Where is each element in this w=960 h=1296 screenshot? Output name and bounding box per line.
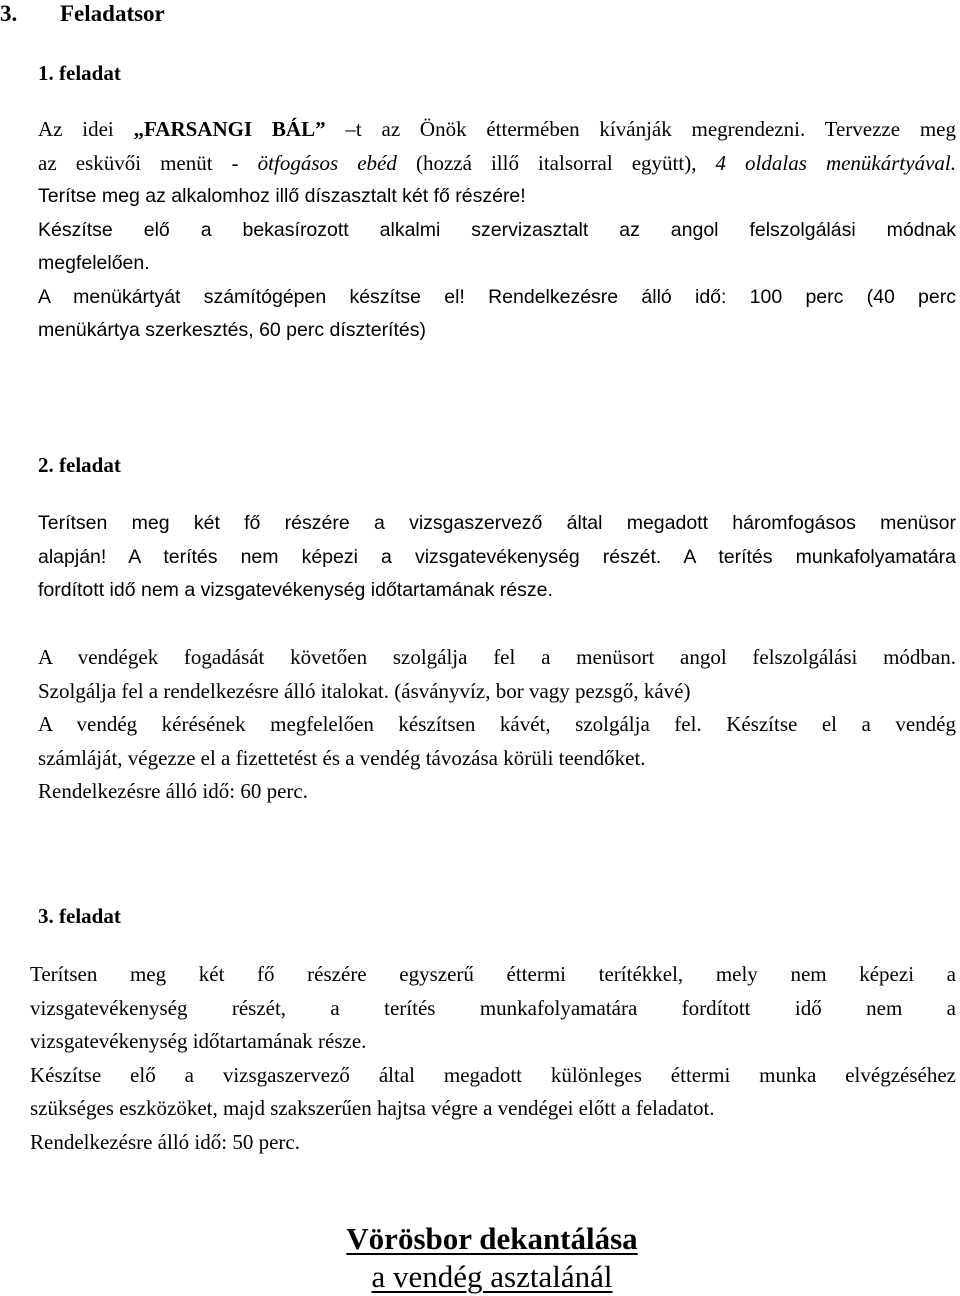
text-run: (hozzá illő italsorral együtt), <box>396 150 716 175</box>
text-run: A terítés munkafolyamatára <box>661 545 957 568</box>
task1-line: Készítse elő a bekasírozott alkalmi szervizasztalt az angol felszolgálási módnak <box>38 218 956 241</box>
text-run: Az idei <box>38 117 134 141</box>
next-section-title <box>0 1220 960 1296</box>
task2-paragraph2 <box>38 641 956 809</box>
text-run: Rendelkezésre álló idő: 100 perc (40 perc <box>464 285 956 308</box>
task1-body <box>38 113 956 180</box>
task1-line: Terítse meg az alkalomhoz illő díszasztalt két fő részére! <box>38 185 526 207</box>
text-run: –t az Önök éttermében kívánják megrendezni. Tervezze meg <box>325 117 956 141</box>
task2-line: A vendégek fogadását követően szolgálja fel a menüsort angol felszolgálási módban. <box>38 645 956 669</box>
text-run: az esküvői menüt - <box>38 150 258 175</box>
task1-heading: 1. feladat <box>38 61 121 85</box>
task2-heading: 2. feladat <box>38 453 121 477</box>
task2-line: A vendég kérésének megfelelően készítsen kávét, szolgálja fel. Készítse el a vendég <box>38 712 956 736</box>
task3-heading: 3. feladat <box>38 904 121 928</box>
task3-line: szükséges eszközöket, majd szakszerűen hajtsa végre a vendégei előtt a feladatot. <box>30 1096 715 1120</box>
emphasis: 4 oldalas menükártyával. <box>715 150 956 175</box>
task1-body-sans <box>38 180 956 348</box>
task2-line: Rendelkezésre álló idő: 60 perc. <box>38 779 308 803</box>
task2-line: Szolgálja fel a rendelkezésre álló italokat. (ásványvíz, bor vagy pezsgő, kávé) <box>38 678 691 703</box>
title-line-1: Vörösbor dekantálása <box>346 1221 638 1256</box>
task2-line <box>38 541 956 575</box>
task1-line <box>38 281 956 315</box>
task3-line: vizsgatevékenység időtartamának része. <box>30 1029 367 1053</box>
task1-line: menükártya szerkesztés, 60 perc díszterítés) <box>38 319 426 341</box>
task3-line: Terítsen meg két fő részére egyszerű éttermi terítékkel, mely nem képezi a <box>30 962 956 986</box>
section-number: 3. <box>0 1 18 26</box>
task2-paragraph1 <box>38 507 956 608</box>
task1-line <box>38 147 956 181</box>
task3-line: vizsgatevékenység részét, a terítés munkafolyamatára fordított idő nem a <box>30 995 956 1020</box>
section-heading <box>0 0 165 28</box>
task3-line: Készítse elő a vizsgaszervező által megadott különleges éttermi munka elvégzéséhez <box>30 1062 956 1087</box>
task2-line: fordított idő nem a vizsgatevékenység időtartamának része. <box>38 579 553 601</box>
task1-line <box>38 113 956 147</box>
emphasis: ötfogásos ebéd <box>257 150 397 175</box>
text-run: A menükártyát számítógépen készítse el! <box>38 285 465 308</box>
title-line-2: a vendég asztalánál <box>371 1259 613 1294</box>
task3-body <box>30 958 956 1159</box>
event-name: „FARSANGI BÁL” <box>133 117 326 141</box>
task2-line: számláját, végezze el a fizettetést és a vendég távozása körüli teendőket. <box>38 745 646 770</box>
task3-line: Rendelkezésre álló idő: 50 perc. <box>30 1129 300 1154</box>
section-title: Feladatsor <box>60 1 165 26</box>
text-run: alapján! A terítés nem képezi a vizsgatevékenység részét. <box>38 545 662 568</box>
task1-line: megfelelően. <box>38 252 150 274</box>
task2-line: Terítsen meg két fő részére a vizsgaszervező által megadott háromfogásos menüsor <box>38 512 956 534</box>
